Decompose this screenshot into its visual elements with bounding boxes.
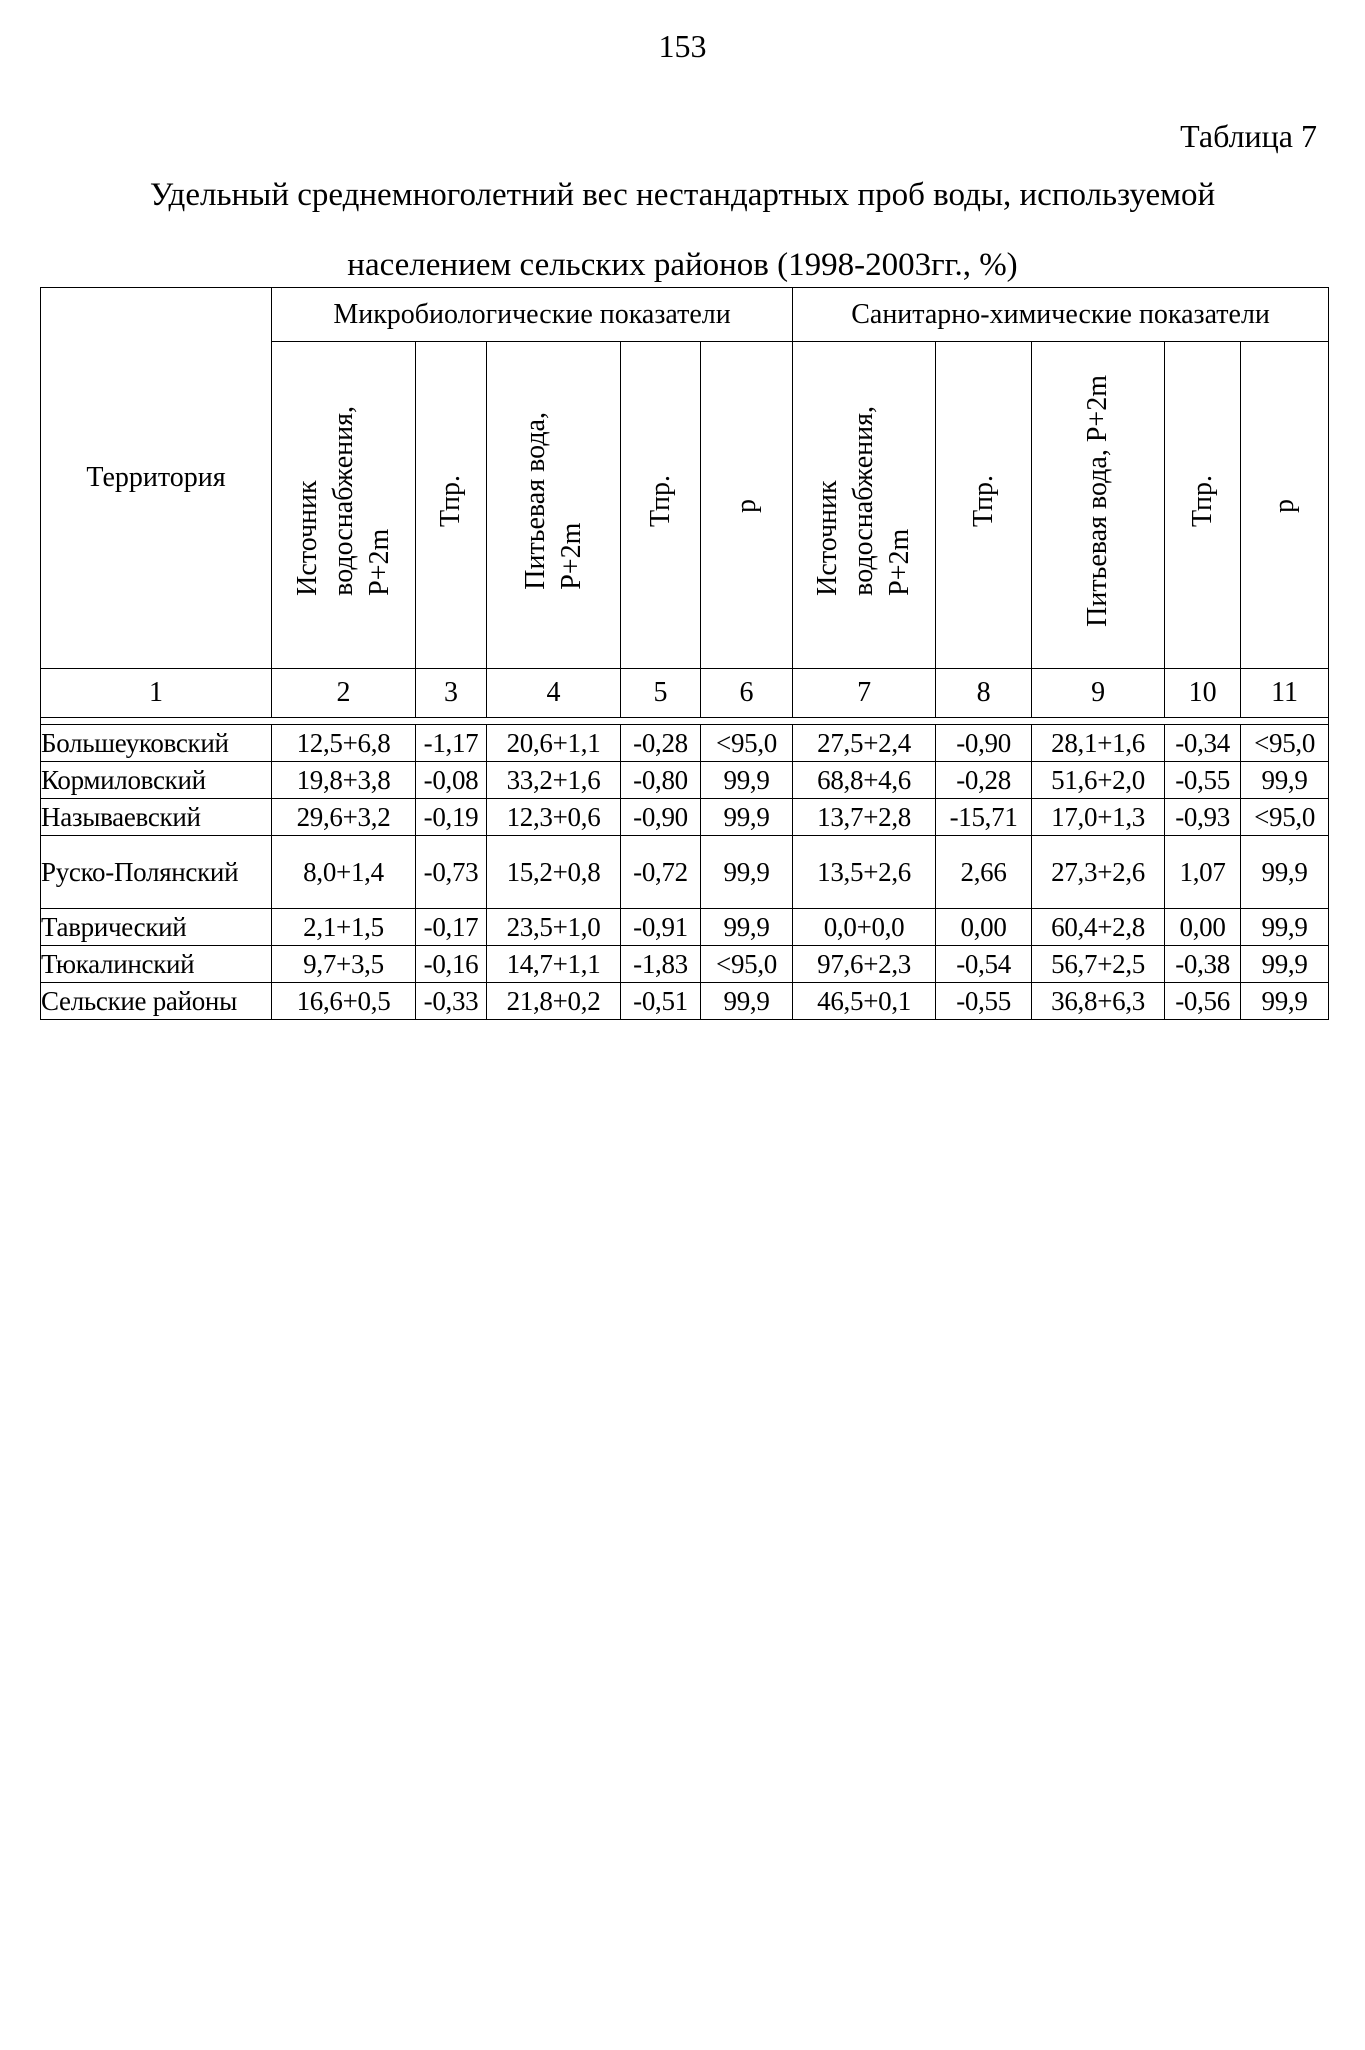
table-row xyxy=(41,725,1329,762)
value-cell: -1,83 xyxy=(621,946,701,983)
value-cell: 99,9 xyxy=(1241,946,1329,983)
value-cell: 2,66 xyxy=(936,836,1032,909)
value-cell: -0,28 xyxy=(621,725,701,762)
value-cell: 99,9 xyxy=(701,983,793,1020)
spacer-cell xyxy=(41,718,1329,725)
value-cell: 13,5+2,6 xyxy=(793,836,936,909)
value-cell: 8,0+1,4 xyxy=(272,836,416,909)
value-cell: 29,6+3,2 xyxy=(272,799,416,836)
column-number: 9 xyxy=(1032,669,1165,718)
micro-group-header: Микробиологические показатели xyxy=(272,288,793,342)
value-cell: -0,80 xyxy=(621,762,701,799)
column-number: 11 xyxy=(1241,669,1329,718)
value-cell: 0,0+0,0 xyxy=(793,909,936,946)
value-cell: -0,17 xyxy=(416,909,487,946)
table-title xyxy=(40,160,1325,300)
territory-cell: Тюкалинский xyxy=(41,946,272,983)
value-cell: 13,7+2,8 xyxy=(793,799,936,836)
value-cell: 99,9 xyxy=(701,799,793,836)
page-number: 153 xyxy=(658,28,707,64)
value-cell: -15,71 xyxy=(936,799,1032,836)
column-number: 2 xyxy=(272,669,416,718)
value-cell: 15,2+0,8 xyxy=(487,836,621,909)
table-row xyxy=(41,909,1329,946)
value-cell: 99,9 xyxy=(701,836,793,909)
value-cell: -0,38 xyxy=(1165,946,1241,983)
value-cell: -0,08 xyxy=(416,762,487,799)
sub-header: Источник водоснабжения, Р+2m xyxy=(272,342,416,669)
territory-header: Территория xyxy=(41,288,272,669)
sub-header: Питьевая вода, Р+2m xyxy=(487,342,621,669)
value-cell: 60,4+2,8 xyxy=(1032,909,1165,946)
value-cell: <95,0 xyxy=(1241,799,1329,836)
value-cell: 0,00 xyxy=(936,909,1032,946)
sub-header: Тпр. xyxy=(621,342,701,669)
data-rows xyxy=(41,725,1329,1020)
value-cell: 19,8+3,8 xyxy=(272,762,416,799)
sub-header: Тпр. xyxy=(1165,342,1241,669)
value-cell: 68,8+4,6 xyxy=(793,762,936,799)
value-cell: 17,0+1,3 xyxy=(1032,799,1165,836)
value-cell: 23,5+1,0 xyxy=(487,909,621,946)
value-cell: 20,6+1,1 xyxy=(487,725,621,762)
value-cell: 21,8+0,2 xyxy=(487,983,621,1020)
territory-cell: Таврический xyxy=(41,909,272,946)
table-title-line-2: населением сельских районов (1998-2003гг., %) xyxy=(347,247,1018,283)
territory-cell: Сельские районы xyxy=(41,983,272,1020)
value-cell: -1,17 xyxy=(416,725,487,762)
territory-cell: Руско-Полянский xyxy=(41,836,272,909)
value-cell: 0,00 xyxy=(1165,909,1241,946)
value-cell: 36,8+6,3 xyxy=(1032,983,1165,1020)
value-cell: <95,0 xyxy=(701,725,793,762)
value-cell: 28,1+1,6 xyxy=(1032,725,1165,762)
value-cell: 33,2+1,6 xyxy=(487,762,621,799)
value-cell: -0,56 xyxy=(1165,983,1241,1020)
column-number: 8 xyxy=(936,669,1032,718)
table-row xyxy=(41,836,1329,909)
value-cell: -0,55 xyxy=(936,983,1032,1020)
value-cell: 27,5+2,4 xyxy=(793,725,936,762)
table-label: Таблица 7 xyxy=(1180,118,1317,154)
column-number: 3 xyxy=(416,669,487,718)
column-number: 4 xyxy=(487,669,621,718)
value-cell: -0,16 xyxy=(416,946,487,983)
sub-header: Источник водоснабжения, Р+2m xyxy=(793,342,936,669)
value-cell: -0,19 xyxy=(416,799,487,836)
value-cell: -0,33 xyxy=(416,983,487,1020)
group-header-row xyxy=(41,288,1329,342)
value-cell: -0,28 xyxy=(936,762,1032,799)
value-cell: -0,91 xyxy=(621,909,701,946)
value-cell: -0,55 xyxy=(1165,762,1241,799)
column-number-row xyxy=(41,669,1329,718)
sub-header: Тпр. xyxy=(936,342,1032,669)
value-cell: 99,9 xyxy=(701,762,793,799)
value-cell: 99,9 xyxy=(1241,762,1329,799)
value-cell: -0,90 xyxy=(936,725,1032,762)
value-cell: 1,07 xyxy=(1165,836,1241,909)
value-cell: 2,1+1,5 xyxy=(272,909,416,946)
value-cell: 99,9 xyxy=(1241,983,1329,1020)
sub-header: р xyxy=(701,342,793,669)
value-cell: 14,7+1,1 xyxy=(487,946,621,983)
spacer-row xyxy=(41,718,1329,725)
value-cell: <95,0 xyxy=(1241,725,1329,762)
value-cell: -0,73 xyxy=(416,836,487,909)
value-cell: -0,93 xyxy=(1165,799,1241,836)
value-cell: -0,34 xyxy=(1165,725,1241,762)
sub-header: Тпр. xyxy=(416,342,487,669)
value-cell: 12,3+0,6 xyxy=(487,799,621,836)
value-cell: 99,9 xyxy=(1241,909,1329,946)
value-cell: 16,6+0,5 xyxy=(272,983,416,1020)
value-cell: -0,54 xyxy=(936,946,1032,983)
value-cell: -0,51 xyxy=(621,983,701,1020)
sub-header: р xyxy=(1241,342,1329,669)
column-number: 6 xyxy=(701,669,793,718)
value-cell: 9,7+3,5 xyxy=(272,946,416,983)
value-cell: 27,3+2,6 xyxy=(1032,836,1165,909)
territory-cell: Кормиловский xyxy=(41,762,272,799)
column-number: 7 xyxy=(793,669,936,718)
value-cell: -0,72 xyxy=(621,836,701,909)
territory-cell: Большеуковский xyxy=(41,725,272,762)
chem-group-header: Санитарно-химические показатели xyxy=(793,288,1329,342)
value-cell: -0,90 xyxy=(621,799,701,836)
water-samples-table xyxy=(40,287,1329,1020)
value-cell: 12,5+6,8 xyxy=(272,725,416,762)
table-row xyxy=(41,799,1329,836)
table-row xyxy=(41,762,1329,799)
column-number: 10 xyxy=(1165,669,1241,718)
column-number: 5 xyxy=(621,669,701,718)
column-number: 1 xyxy=(41,669,272,718)
table-row xyxy=(41,946,1329,983)
table-title-line-1: Удельный среднемноголетний вес нестандартных проб воды, используемой xyxy=(149,177,1216,213)
value-cell: <95,0 xyxy=(701,946,793,983)
value-cell: 99,9 xyxy=(701,909,793,946)
value-cell: 97,6+2,3 xyxy=(793,946,936,983)
value-cell: 99,9 xyxy=(1241,836,1329,909)
sub-header: Питьевая вода, Р+2m xyxy=(1032,342,1165,669)
value-cell: 51,6+2,0 xyxy=(1032,762,1165,799)
value-cell: 46,5+0,1 xyxy=(793,983,936,1020)
value-cell: 56,7+2,5 xyxy=(1032,946,1165,983)
territory-cell: Называевский xyxy=(41,799,272,836)
table-row xyxy=(41,983,1329,1020)
